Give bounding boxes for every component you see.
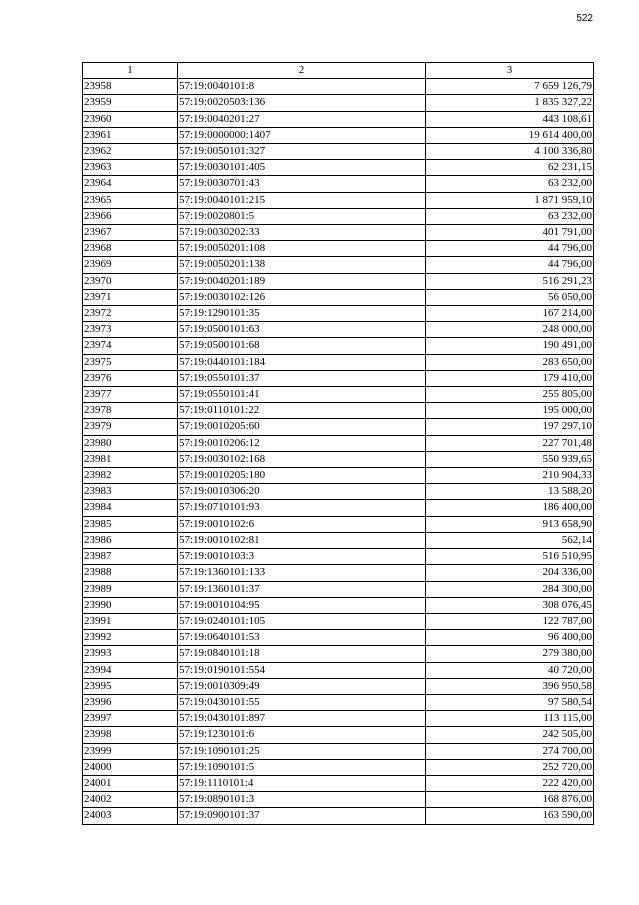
row-number-cell: 23996 [83, 694, 178, 710]
value-cell: 197 297,10 [426, 419, 594, 435]
table-row [83, 565, 594, 581]
table-row [83, 613, 594, 629]
value-cell: 163 590,00 [426, 808, 594, 824]
row-number-cell: 23976 [83, 370, 178, 386]
cadastral-number-cell: 57:19:0430101:897 [178, 711, 426, 727]
table-row [83, 451, 594, 467]
row-number-cell: 23993 [83, 646, 178, 662]
cadastral-number-cell: 57:19:0190101:554 [178, 662, 426, 678]
cadastral-number-cell: 57:19:0030102:126 [178, 289, 426, 305]
table-row [83, 630, 594, 646]
table-row [83, 370, 594, 386]
row-number-cell: 23980 [83, 435, 178, 451]
row-number-cell: 23960 [83, 111, 178, 127]
table-row [83, 743, 594, 759]
table-row [83, 549, 594, 565]
table-row [83, 354, 594, 370]
table-row [83, 257, 594, 273]
table-row [83, 597, 594, 613]
table-row [83, 468, 594, 484]
value-cell: 186 400,00 [426, 500, 594, 516]
value-cell: 222 420,00 [426, 775, 594, 791]
registry-table [82, 62, 594, 825]
cadastral-number-cell: 57:19:0010104:95 [178, 597, 426, 613]
row-number-cell: 23987 [83, 549, 178, 565]
value-cell: 274 700,00 [426, 743, 594, 759]
value-cell: 62 231,15 [426, 160, 594, 176]
row-number-cell: 23989 [83, 581, 178, 597]
value-cell: 63 232,00 [426, 176, 594, 192]
cadastral-number-cell: 57:19:0110101:22 [178, 403, 426, 419]
row-number-cell: 23958 [83, 79, 178, 95]
table-row [83, 646, 594, 662]
row-number-cell: 23984 [83, 500, 178, 516]
row-number-cell: 23963 [83, 160, 178, 176]
table-row [83, 289, 594, 305]
table-row [83, 775, 594, 791]
table-row [83, 500, 594, 516]
value-cell: 122 787,00 [426, 613, 594, 629]
value-cell: 283 650,00 [426, 354, 594, 370]
value-cell: 210 904,33 [426, 468, 594, 484]
value-cell: 396 950,58 [426, 678, 594, 694]
table-row [83, 192, 594, 208]
cadastral-number-cell: 57:19:0010102:81 [178, 532, 426, 548]
row-number-cell: 23973 [83, 322, 178, 338]
cadastral-number-cell: 57:19:0030102:168 [178, 451, 426, 467]
table-row [83, 144, 594, 160]
value-cell: 913 658,90 [426, 516, 594, 532]
column-header-1: 1 [83, 63, 178, 79]
row-number-cell: 23990 [83, 597, 178, 613]
value-cell: 97 580,54 [426, 694, 594, 710]
value-cell: 96 400,00 [426, 630, 594, 646]
value-cell: 516 291,23 [426, 273, 594, 289]
value-cell: 1 871 959,10 [426, 192, 594, 208]
table-row [83, 727, 594, 743]
header-row [83, 63, 594, 79]
row-number-cell: 23982 [83, 468, 178, 484]
cadastral-number-cell: 57:19:0050201:138 [178, 257, 426, 273]
cadastral-number-cell: 57:19:1230101:6 [178, 727, 426, 743]
table-row [83, 176, 594, 192]
row-number-cell: 23975 [83, 354, 178, 370]
value-cell: 19 614 400,00 [426, 127, 594, 143]
row-number-cell: 23965 [83, 192, 178, 208]
table-row [83, 532, 594, 548]
cadastral-number-cell: 57:19:0010102:6 [178, 516, 426, 532]
table-row [83, 95, 594, 111]
row-number-cell: 23995 [83, 678, 178, 694]
cadastral-number-cell: 57:19:0010306:20 [178, 484, 426, 500]
value-cell: 4 100 336,80 [426, 144, 594, 160]
table-row [83, 322, 594, 338]
cadastral-number-cell: 57:19:0010205:180 [178, 468, 426, 484]
table-row [83, 306, 594, 322]
column-header-2: 2 [178, 63, 426, 79]
table-row [83, 79, 594, 95]
table-row [83, 516, 594, 532]
value-cell: 167 214,00 [426, 306, 594, 322]
row-number-cell: 23981 [83, 451, 178, 467]
value-cell: 242 505,00 [426, 727, 594, 743]
value-cell: 13 588,20 [426, 484, 594, 500]
row-number-cell: 23999 [83, 743, 178, 759]
row-number-cell: 23998 [83, 727, 178, 743]
table-row [83, 808, 594, 824]
value-cell: 168 876,00 [426, 792, 594, 808]
table-row [83, 581, 594, 597]
page-number: 522 [576, 13, 593, 24]
value-cell: 279 380,00 [426, 646, 594, 662]
table-row [83, 792, 594, 808]
table-row [83, 241, 594, 257]
row-number-cell: 23972 [83, 306, 178, 322]
row-number-cell: 24003 [83, 808, 178, 824]
row-number-cell: 23974 [83, 338, 178, 354]
value-cell: 443 108,61 [426, 111, 594, 127]
table-row [83, 694, 594, 710]
cadastral-number-cell: 57:19:1090101:25 [178, 743, 426, 759]
cadastral-number-cell: 57:19:1110101:4 [178, 775, 426, 791]
value-cell: 44 796,00 [426, 257, 594, 273]
cadastral-number-cell: 57:19:1360101:133 [178, 565, 426, 581]
row-number-cell: 23997 [83, 711, 178, 727]
cadastral-number-cell: 57:19:0240101:105 [178, 613, 426, 629]
value-cell: 40 720,00 [426, 662, 594, 678]
cadastral-number-cell: 57:19:0010206:12 [178, 435, 426, 451]
table-row [83, 484, 594, 500]
cadastral-number-cell: 57:19:0040201:27 [178, 111, 426, 127]
cadastral-number-cell: 57:19:0500101:63 [178, 322, 426, 338]
row-number-cell: 23966 [83, 208, 178, 224]
table-row [83, 419, 594, 435]
table-row [83, 208, 594, 224]
row-number-cell: 23988 [83, 565, 178, 581]
row-number-cell: 23967 [83, 225, 178, 241]
table-row [83, 225, 594, 241]
cadastral-number-cell: 57:19:0040201:189 [178, 273, 426, 289]
table-row [83, 403, 594, 419]
value-cell: 63 232,00 [426, 208, 594, 224]
cadastral-number-cell: 57:19:0710101:93 [178, 500, 426, 516]
table-row [83, 435, 594, 451]
table-row [83, 662, 594, 678]
cadastral-number-cell: 57:19:1090101:5 [178, 759, 426, 775]
value-cell: 401 791,00 [426, 225, 594, 241]
cadastral-number-cell: 57:19:0020801:5 [178, 208, 426, 224]
row-number-cell: 24002 [83, 792, 178, 808]
row-number-cell: 23977 [83, 387, 178, 403]
value-cell: 252 720,00 [426, 759, 594, 775]
value-cell: 179 410,00 [426, 370, 594, 386]
row-number-cell: 23983 [83, 484, 178, 500]
value-cell: 44 796,00 [426, 241, 594, 257]
value-cell: 308 076,45 [426, 597, 594, 613]
table-row [83, 160, 594, 176]
row-number-cell: 23962 [83, 144, 178, 160]
table-header [83, 63, 594, 79]
cadastral-number-cell: 57:19:0030701:43 [178, 176, 426, 192]
cadastral-number-cell: 57:19:0050101:327 [178, 144, 426, 160]
value-cell: 56 050,00 [426, 289, 594, 305]
value-cell: 227 701,48 [426, 435, 594, 451]
row-number-cell: 23969 [83, 257, 178, 273]
row-number-cell: 23994 [83, 662, 178, 678]
value-cell: 7 659 126,79 [426, 79, 594, 95]
value-cell: 255 805,00 [426, 387, 594, 403]
cadastral-number-cell: 57:19:0020503:136 [178, 95, 426, 111]
cadastral-number-cell: 57:19:1290101:35 [178, 306, 426, 322]
cadastral-number-cell: 57:19:1360101:37 [178, 581, 426, 597]
cadastral-number-cell: 57:19:0030101:405 [178, 160, 426, 176]
row-number-cell: 23959 [83, 95, 178, 111]
table-row [83, 273, 594, 289]
cadastral-number-cell: 57:19:0010205:60 [178, 419, 426, 435]
cadastral-number-cell: 57:19:0050201:108 [178, 241, 426, 257]
table-row [83, 127, 594, 143]
cadastral-number-cell: 57:19:0010103:3 [178, 549, 426, 565]
row-number-cell: 23968 [83, 241, 178, 257]
value-cell: 284 300,00 [426, 581, 594, 597]
cadastral-number-cell: 57:19:0000000:1407 [178, 127, 426, 143]
cadastral-number-cell: 57:19:0840101:18 [178, 646, 426, 662]
table-body [83, 79, 594, 824]
value-cell: 204 336,00 [426, 565, 594, 581]
value-cell: 550 939,65 [426, 451, 594, 467]
row-number-cell: 23985 [83, 516, 178, 532]
cadastral-number-cell: 57:19:0500101:68 [178, 338, 426, 354]
table-row [83, 678, 594, 694]
row-number-cell: 23964 [83, 176, 178, 192]
value-cell: 190 491,00 [426, 338, 594, 354]
cadastral-number-cell: 57:19:0550101:41 [178, 387, 426, 403]
row-number-cell: 24000 [83, 759, 178, 775]
row-number-cell: 23978 [83, 403, 178, 419]
table-row [83, 759, 594, 775]
cadastral-number-cell: 57:19:0430101:55 [178, 694, 426, 710]
row-number-cell: 23970 [83, 273, 178, 289]
row-number-cell: 23979 [83, 419, 178, 435]
row-number-cell: 23992 [83, 630, 178, 646]
table-row [83, 711, 594, 727]
cadastral-number-cell: 57:19:0040101:8 [178, 79, 426, 95]
table-row [83, 387, 594, 403]
value-cell: 248 000,00 [426, 322, 594, 338]
row-number-cell: 23986 [83, 532, 178, 548]
column-header-3: 3 [426, 63, 594, 79]
cadastral-number-cell: 57:19:0640101:53 [178, 630, 426, 646]
cadastral-number-cell: 57:19:0440101:184 [178, 354, 426, 370]
table-row [83, 338, 594, 354]
row-number-cell: 23971 [83, 289, 178, 305]
value-cell: 562,14 [426, 532, 594, 548]
value-cell: 1 835 327,22 [426, 95, 594, 111]
value-cell: 516 510,95 [426, 549, 594, 565]
cadastral-number-cell: 57:19:0900101:37 [178, 808, 426, 824]
row-number-cell: 23991 [83, 613, 178, 629]
cadastral-number-cell: 57:19:0550101:37 [178, 370, 426, 386]
table-row [83, 111, 594, 127]
row-number-cell: 24001 [83, 775, 178, 791]
value-cell: 113 115,00 [426, 711, 594, 727]
row-number-cell: 23961 [83, 127, 178, 143]
cadastral-number-cell: 57:19:0890101:3 [178, 792, 426, 808]
cadastral-number-cell: 57:19:0030202:33 [178, 225, 426, 241]
cadastral-number-cell: 57:19:0040101:215 [178, 192, 426, 208]
cadastral-number-cell: 57:19:0010309:49 [178, 678, 426, 694]
value-cell: 195 000,00 [426, 403, 594, 419]
